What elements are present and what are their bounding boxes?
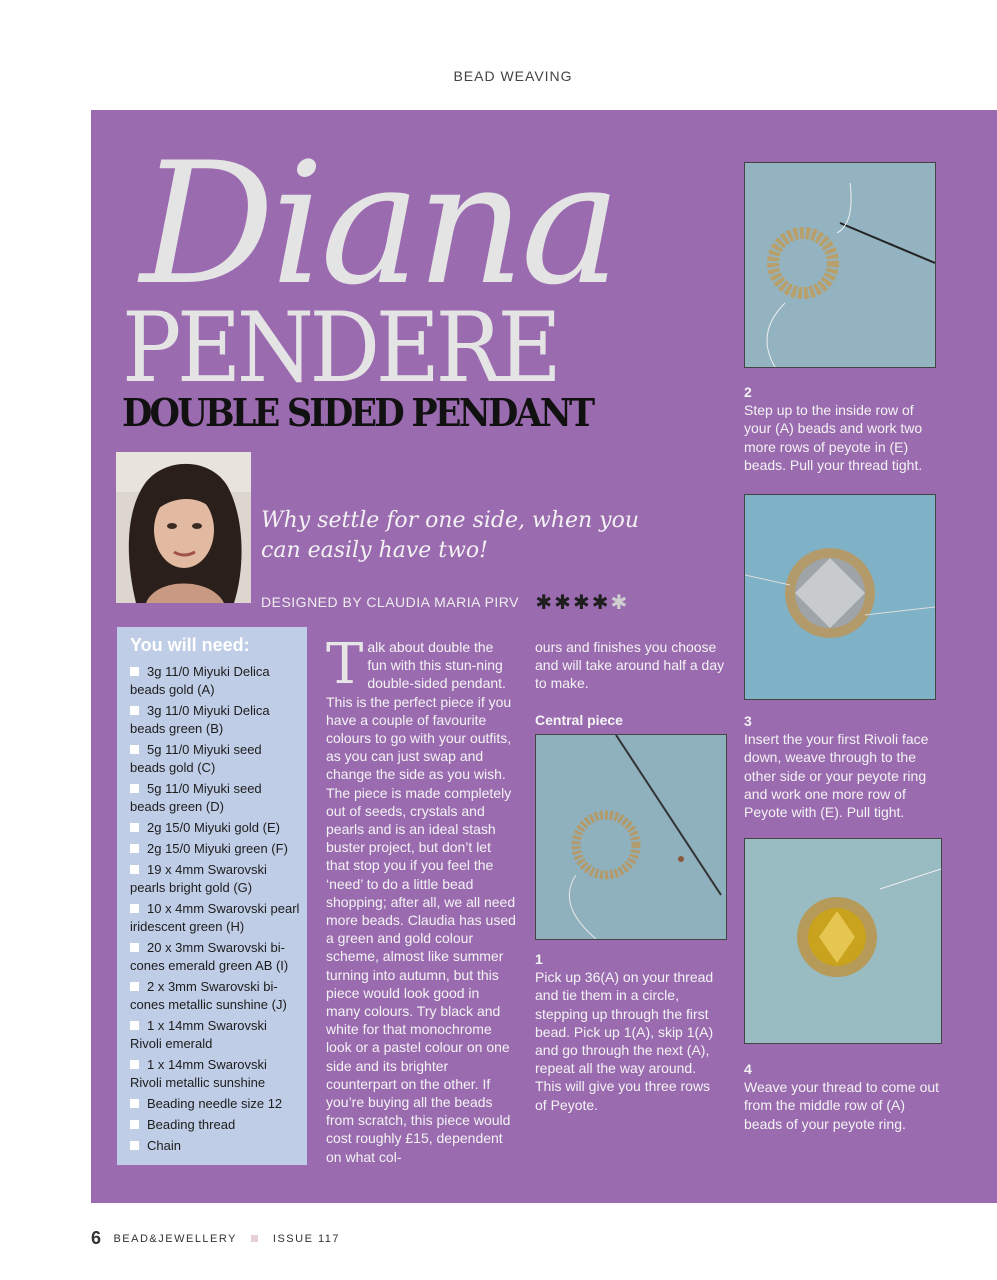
step-3-text: Insert the your first Rivoli face down, weave through to the other side or your peyote ring and work one more row of Peyote with (E). Pull tight. xyxy=(744,731,929,821)
step-4 xyxy=(744,1060,944,1133)
star-filled-icon: ✱ xyxy=(554,592,573,614)
checkbox-icon xyxy=(130,1120,139,1129)
step-1-photo xyxy=(535,734,727,940)
you-will-need-box xyxy=(117,627,307,1165)
page-number: 6 xyxy=(91,1228,102,1248)
list-item: Beading needle size 12 xyxy=(130,1095,300,1113)
checkbox-icon xyxy=(130,1021,139,1030)
checkbox-icon xyxy=(130,745,139,754)
list-item: 1 x 14mm Swarovski Rivoli metallic sunshine xyxy=(130,1057,267,1090)
checkbox-icon xyxy=(130,784,139,793)
list-item: 10 x 4mm Swarovski pearl iridescent green (H) xyxy=(130,901,300,934)
step-2-text: Step up to the inside row of your (A) beads and work two more rows of peyote in (E) beads. Pull your thread tight. xyxy=(744,402,923,473)
checkbox-icon xyxy=(130,982,139,991)
intro-column-2: ours and finishes you choose and will take around half a day to make. xyxy=(535,639,725,692)
step-4-text: Weave your thread to come out from the middle row of (A) beads of your peyote ring. xyxy=(744,1079,940,1132)
list-item: 3g 11/0 Miyuki Delica beads gold (A) xyxy=(130,664,270,697)
step-2-number: 2 xyxy=(744,384,752,400)
list-item: Beading thread xyxy=(130,1116,300,1134)
checkbox-icon xyxy=(130,706,139,715)
list-item: Chain xyxy=(130,1137,300,1155)
you-will-need-heading: You will need: xyxy=(130,635,250,655)
checkbox-icon xyxy=(130,1060,139,1069)
checkbox-icon xyxy=(130,823,139,832)
step-3-number: 3 xyxy=(744,713,752,729)
magazine-name: BEAD&JEWELLERY xyxy=(113,1233,237,1245)
tagline: Why settle for one side, when you can easily have two! xyxy=(261,508,640,563)
page-footer xyxy=(91,1228,340,1249)
list-item: 2 x 3mm Swarovski bi-cones metallic sunshine (J) xyxy=(130,979,287,1012)
step-3 xyxy=(744,712,944,821)
step-2-photo xyxy=(744,162,936,368)
star-filled-icon: ✱ xyxy=(591,592,611,614)
section-label: BEAD WEAVING xyxy=(453,68,573,84)
step-1-text: Pick up 36(A) on your thread and tie them in a circle, stepping up through the first bead. Pick up 1(A), skip 1(A) and go through the next (A), repeat all the way around. This will give you three rows of Peyote. xyxy=(535,969,714,1113)
list-item: 19 x 4mm Swarovski pearls bright gold (G) xyxy=(130,862,267,895)
step-1-number: 1 xyxy=(535,951,543,967)
drop-cap: T xyxy=(326,632,364,697)
title-script: Diana xyxy=(140,126,617,322)
list-item: 20 x 3mm Swarovski bi-cones emerald green AB (I) xyxy=(130,940,289,973)
step-3-photo xyxy=(744,494,936,700)
checkbox-icon xyxy=(130,943,139,952)
step-2 xyxy=(744,383,944,474)
intro-text-1: alk about double the fun with this stun-ning double-sided pendant. This is the perfect piece if you have a couple of favourite colours to go with your outfits, as you can just swap and change the side as you wish. The piece is made completely out of seeds, crystals and pearls and is an ideal stash buster project, but don’t let that stop you if you feel the ‘need’ to do a little bead shopping; after all, we all need more beads. Claudia has used a green and gold colour scheme, almost like summer turning into autumn, but this piece would look good in many colours. Try black and white for that monochrome look or a pastel colour on one side and its brighter counterpart on the other. If you’re buying all the beads from scratch, this piece would cost roughly £15, dependent on what col- xyxy=(326,639,516,1165)
checkbox-icon xyxy=(130,667,139,676)
list-item: 2g 15/0 Miyuki gold (E) xyxy=(130,819,300,837)
checkbox-icon xyxy=(130,844,139,853)
list-item: 3g 11/0 Miyuki Delica beads green (B) xyxy=(130,703,270,736)
materials-list xyxy=(130,663,300,1158)
step-1 xyxy=(535,950,725,1114)
star-empty-icon: ✱ xyxy=(610,592,630,614)
checkbox-icon xyxy=(130,1099,139,1108)
difficulty-rating xyxy=(535,590,629,615)
designer-portrait xyxy=(116,452,251,603)
checkbox-icon xyxy=(130,904,139,913)
designer-credit-text: DESIGNED BY CLAUDIA MARIA PIRV xyxy=(261,594,520,610)
list-item: 2g 15/0 Miyuki green (F) xyxy=(130,840,300,858)
designer-credit xyxy=(261,590,629,615)
central-piece-heading: Central piece xyxy=(535,712,623,728)
article-subtitle: DOUBLE SIDED PENDANT xyxy=(122,390,593,435)
footer-separator xyxy=(251,1235,258,1242)
list-item: 5g 11/0 Miyuki seed beads green (D) xyxy=(130,781,262,814)
step-4-photo xyxy=(744,838,942,1044)
step-4-number: 4 xyxy=(744,1061,752,1077)
intro-column-1 xyxy=(326,632,516,1166)
title-caps: PENDERE xyxy=(122,292,558,404)
list-item: 5g 11/0 Miyuki seed beads gold (C) xyxy=(130,742,262,775)
issue-number: ISSUE 117 xyxy=(272,1233,340,1245)
checkbox-icon xyxy=(130,865,139,874)
star-filled-icon: ✱ xyxy=(572,592,592,614)
checkbox-icon xyxy=(130,1141,139,1150)
list-item: 1 x 14mm Swarovski Rivoli emerald xyxy=(130,1018,267,1051)
star-filled-icon: ✱ xyxy=(535,592,555,614)
